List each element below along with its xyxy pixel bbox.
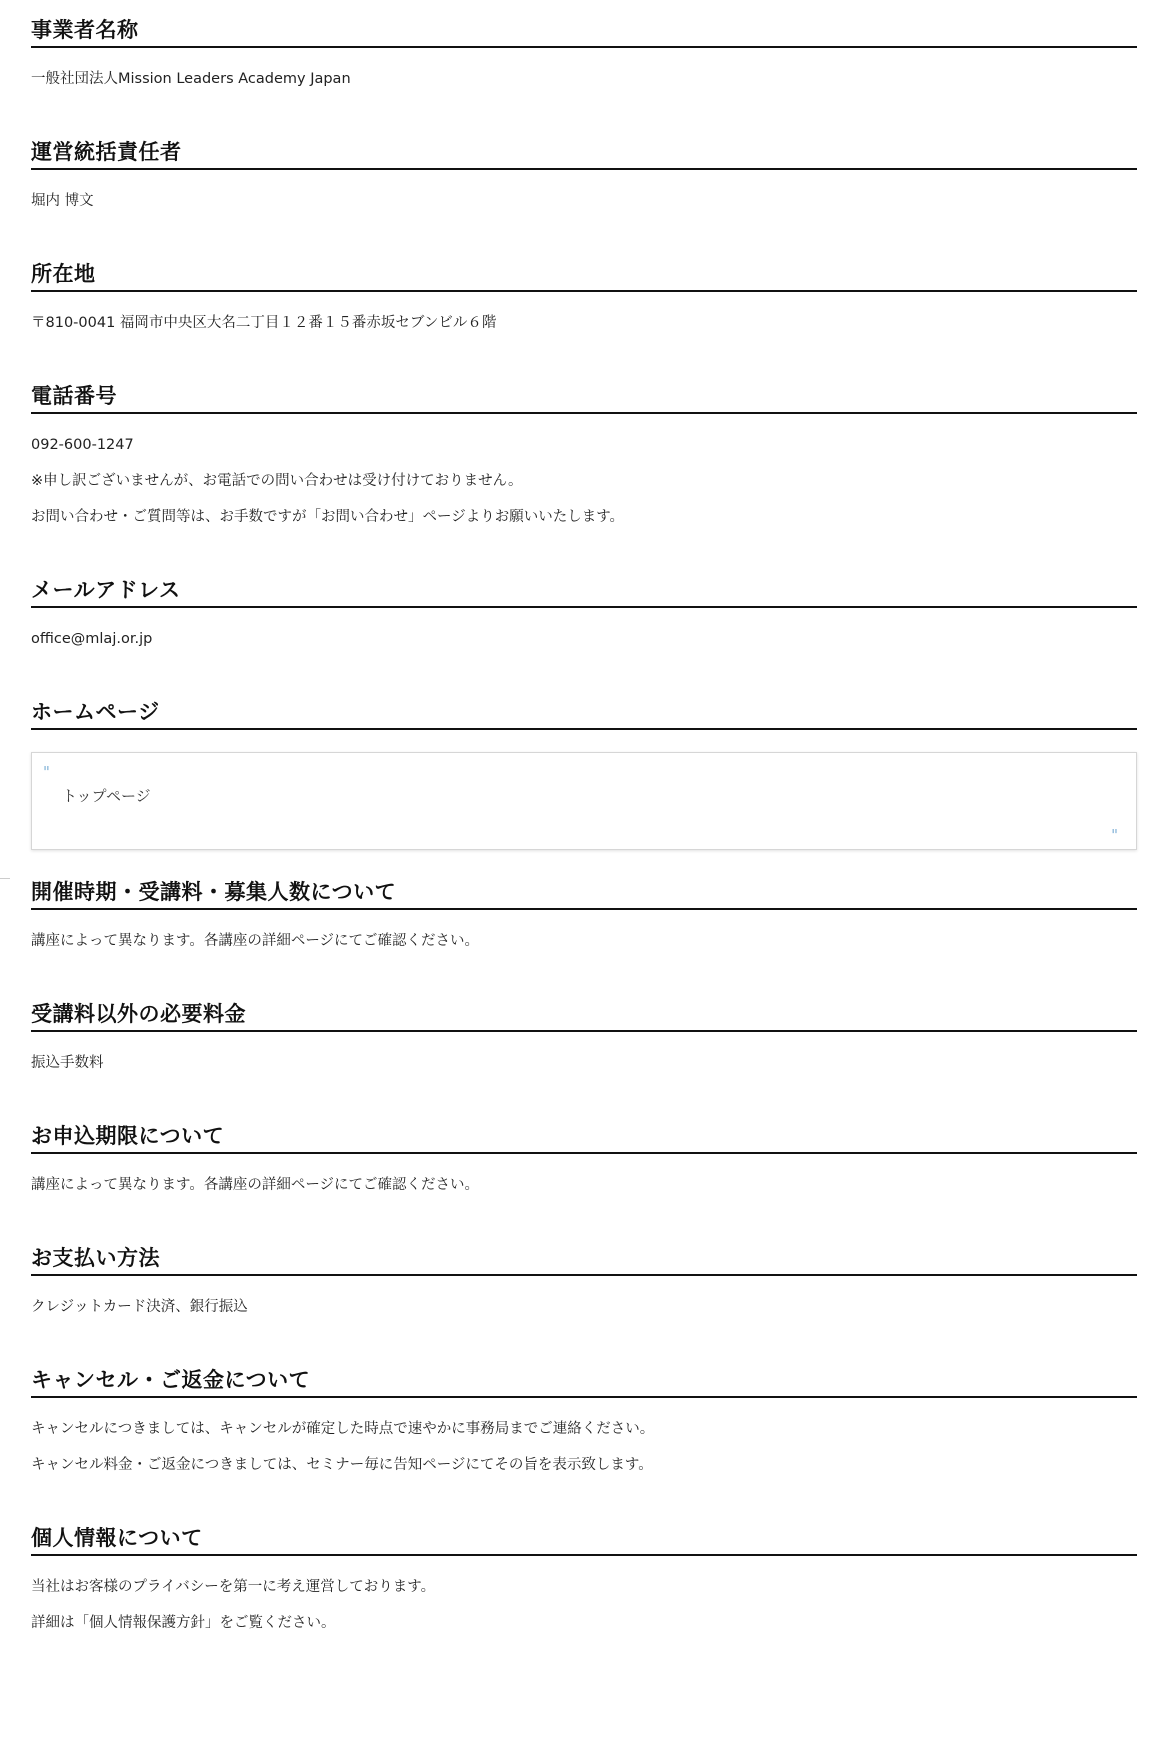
address-text: 〒810-0041 福岡市中央区大名二丁目１２番１５番赤坂セブンビル６階	[31, 315, 497, 331]
section-body	[31, 1398, 1137, 1508]
privacy-policy-text: 詳細は「個人情報保護方針」をご覧ください。	[31, 1615, 336, 1631]
top-page-link[interactable]: トップページ	[62, 787, 151, 805]
section-homepage	[31, 682, 1137, 850]
other-fees-text: 振込手数料	[31, 1055, 104, 1071]
schedule-fees-text: 講座によって異なります。各講座の詳細ページにてご確認ください。	[31, 933, 480, 949]
section-email	[31, 560, 1137, 682]
section-heading: 事業者名称	[31, 0, 1137, 48]
section-cancellation	[31, 1350, 1137, 1508]
section-heading: 電話番号	[31, 366, 1137, 414]
section-body	[31, 608, 1137, 682]
section-heading: お支払い方法	[31, 1228, 1137, 1276]
section-body	[31, 414, 1137, 560]
section-schedule-fees	[31, 862, 1137, 984]
section-body	[31, 292, 1137, 366]
section-body	[31, 1154, 1137, 1228]
section-heading: 運営統括責任者	[31, 122, 1137, 170]
privacy-statement-text: 当社はお客様のプライバシーを第一に考え運営しております。	[31, 1579, 436, 1595]
cancellation-contact-text: キャンセルにつきましては、キャンセルが確定した時点で速やかに事務局までご連絡ください。	[31, 1421, 655, 1437]
section-other-fees	[31, 984, 1137, 1106]
edge-divider	[0, 878, 10, 879]
section-body	[31, 48, 1137, 122]
section-phone	[31, 366, 1137, 560]
section-payment	[31, 1228, 1137, 1350]
section-heading: キャンセル・ご返金について	[31, 1350, 1137, 1398]
payment-methods-text: クレジットカード決済、銀行振込	[31, 1299, 248, 1315]
section-heading: メールアドレス	[31, 560, 1137, 608]
homepage-blockquote	[31, 752, 1137, 850]
section-heading: ホームページ	[31, 682, 1137, 730]
business-name-text: 一般社団法人Mission Leaders Academy Japan	[31, 71, 351, 87]
email-text: office@mlaj.or.jp	[31, 631, 153, 647]
section-body	[31, 910, 1137, 984]
section-body	[31, 1032, 1137, 1106]
section-heading: お申込期限について	[31, 1106, 1137, 1154]
section-body	[31, 170, 1137, 244]
phone-number-text: 092-600-1247	[31, 437, 134, 453]
manager-name-text: 堀内 博文	[31, 193, 94, 209]
section-business-name	[31, 0, 1137, 122]
section-heading: 開催時期・受講料・募集人数について	[31, 862, 1137, 910]
section-body	[31, 1276, 1137, 1350]
section-body	[31, 1556, 1137, 1666]
section-address	[31, 244, 1137, 366]
cancellation-refund-text: キャンセル料金・ご返金につきましては、セミナー毎に告知ページにてその旨を表示致します。	[31, 1457, 653, 1473]
section-deadline	[31, 1106, 1137, 1228]
open-quote-icon: "	[43, 763, 50, 781]
section-privacy	[31, 1508, 1137, 1666]
section-manager	[31, 122, 1137, 244]
section-heading: 個人情報について	[31, 1508, 1137, 1556]
close-quote-icon: "	[1111, 826, 1118, 844]
phone-notice-text: ※申し訳ございませんが、お電話での問い合わせは受け付けておりません。	[31, 473, 523, 489]
phone-contact-text: お問い合わせ・ご質問等は、お手数ですが「お問い合わせ」ページよりお願いいたします。	[31, 509, 625, 525]
section-heading: 所在地	[31, 244, 1137, 292]
deadline-text: 講座によって異なります。各講座の詳細ページにてご確認ください。	[31, 1177, 480, 1193]
section-heading: 受講料以外の必要料金	[31, 984, 1137, 1032]
company-info-page	[31, 0, 1137, 1666]
